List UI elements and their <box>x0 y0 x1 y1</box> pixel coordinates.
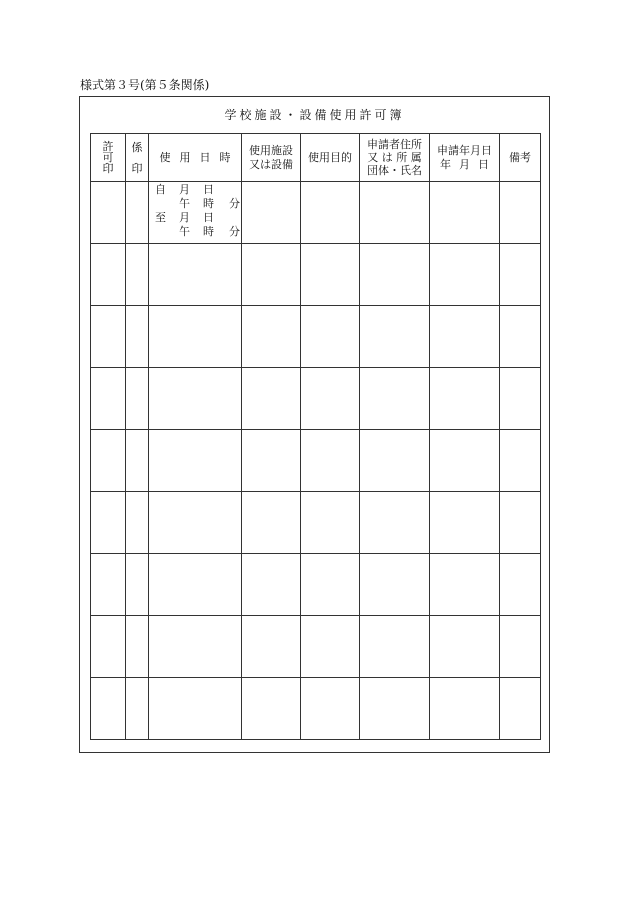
cell-usage-datetime <box>149 616 242 678</box>
cell-remarks <box>500 554 541 616</box>
cell-permit-stamp <box>91 430 126 492</box>
cell-applicant <box>360 182 430 244</box>
cell-remarks <box>500 492 541 554</box>
cell-applicant <box>360 492 430 554</box>
cell-clerk-stamp <box>126 182 149 244</box>
cell-facility <box>242 492 301 554</box>
header-clerk-stamp <box>126 134 149 182</box>
cell-purpose <box>301 306 360 368</box>
to-day: 日 <box>203 211 214 224</box>
cell-usage-datetime <box>149 368 242 430</box>
to-label: 至 <box>155 211 166 224</box>
cell-permit-stamp <box>91 182 126 244</box>
cell-usage-datetime <box>149 554 242 616</box>
cell-purpose <box>301 244 360 306</box>
cell-application-date <box>430 554 500 616</box>
header-permit-char-1: 許 <box>102 140 114 153</box>
cell-clerk-stamp <box>126 368 149 430</box>
cell-application-date <box>430 182 500 244</box>
cell-usage-datetime <box>149 306 242 368</box>
cell-permit-stamp <box>91 306 126 368</box>
cell-permit-stamp <box>91 244 126 306</box>
cell-remarks <box>500 678 541 740</box>
cell-facility <box>242 244 301 306</box>
cell-purpose <box>301 678 360 740</box>
cell-application-date <box>430 678 500 740</box>
table-row <box>91 678 541 740</box>
cell-purpose <box>301 554 360 616</box>
header-purpose: 使用目的 <box>301 134 360 182</box>
header-clerk-char-1: 係 <box>131 140 143 154</box>
header-row <box>91 134 541 182</box>
cell-purpose <box>301 368 360 430</box>
table-row <box>91 492 541 554</box>
cell-permit-stamp <box>91 368 126 430</box>
cell-usage-datetime <box>149 182 242 244</box>
table-row <box>91 430 541 492</box>
cell-facility <box>242 430 301 492</box>
header-facility-line-1: 使用施設 <box>249 143 293 157</box>
cell-purpose <box>301 616 360 678</box>
table-row <box>91 368 541 430</box>
cell-clerk-stamp <box>126 492 149 554</box>
table-row <box>91 306 541 368</box>
header-clerk-char-2: 印 <box>131 161 143 175</box>
header-permit-char-2: 可 <box>102 151 114 164</box>
cell-facility <box>242 306 301 368</box>
header-applicant <box>360 134 430 182</box>
cell-purpose <box>301 492 360 554</box>
header-application-date-top: 申請年月日 <box>437 143 492 157</box>
cell-remarks <box>500 182 541 244</box>
to-hour: 時 <box>203 225 214 238</box>
header-applicant-line-2: 又 は 所 属 <box>367 151 422 164</box>
cell-clerk-stamp <box>126 306 149 368</box>
header-facility <box>242 134 301 182</box>
cell-usage-datetime <box>149 244 242 306</box>
permit-register-table <box>90 133 541 740</box>
cell-application-date <box>430 368 500 430</box>
cell-remarks <box>500 306 541 368</box>
cell-remarks <box>500 368 541 430</box>
header-applicant-line-1: 申請者住所 <box>367 138 422 151</box>
cell-usage-datetime <box>149 492 242 554</box>
cell-purpose <box>301 182 360 244</box>
cell-application-date <box>430 616 500 678</box>
header-facility-line-2: 又は設備 <box>249 157 293 171</box>
cell-applicant <box>360 368 430 430</box>
cell-usage-datetime <box>149 430 242 492</box>
cell-remarks <box>500 430 541 492</box>
header-datetime-char-1: 使 <box>159 151 171 164</box>
from-minute: 分 <box>229 197 240 210</box>
cell-applicant <box>360 554 430 616</box>
cell-application-date <box>430 430 500 492</box>
from-day: 日 <box>203 183 214 196</box>
cell-application-date <box>430 492 500 554</box>
cell-usage-datetime <box>149 678 242 740</box>
cell-facility <box>242 616 301 678</box>
form-number-label: 様式第３号(第５条関係) <box>80 78 210 92</box>
table-row <box>91 616 541 678</box>
from-ampm: 午 <box>179 197 190 210</box>
cell-remarks <box>500 616 541 678</box>
cell-permit-stamp <box>91 554 126 616</box>
cell-permit-stamp <box>91 678 126 740</box>
cell-clerk-stamp <box>126 678 149 740</box>
cell-applicant <box>360 306 430 368</box>
register-title: 学校施設・設備使用許可簿 <box>224 108 405 122</box>
cell-remarks <box>500 244 541 306</box>
to-minute: 分 <box>229 225 240 238</box>
header-usage-datetime <box>149 134 242 182</box>
header-application-day: 日 <box>478 157 489 171</box>
header-applicant-line-3: 団体・氏名 <box>367 164 422 177</box>
cell-applicant <box>360 616 430 678</box>
cell-facility <box>242 368 301 430</box>
cell-application-date <box>430 306 500 368</box>
header-datetime-char-3: 日 <box>199 151 211 164</box>
from-hour: 時 <box>203 197 214 210</box>
cell-applicant <box>360 430 430 492</box>
cell-clerk-stamp <box>126 430 149 492</box>
cell-clerk-stamp <box>126 244 149 306</box>
header-application-date <box>430 134 500 182</box>
cell-permit-stamp <box>91 492 126 554</box>
to-ampm: 午 <box>179 225 190 238</box>
cell-clerk-stamp <box>126 616 149 678</box>
cell-clerk-stamp <box>126 554 149 616</box>
cell-purpose <box>301 430 360 492</box>
cell-applicant <box>360 244 430 306</box>
cell-permit-stamp <box>91 616 126 678</box>
header-permit-char-3: 印 <box>102 162 114 175</box>
table-row <box>91 182 541 244</box>
cell-applicant <box>360 678 430 740</box>
from-label: 自 <box>155 183 166 196</box>
table-row <box>91 244 541 306</box>
table-row <box>91 554 541 616</box>
header-permit-stamp <box>91 134 126 182</box>
header-application-month: 月 <box>459 157 470 171</box>
header-application-year: 年 <box>440 157 451 171</box>
to-month: 月 <box>179 211 190 224</box>
header-datetime-char-4: 時 <box>219 151 231 164</box>
cell-facility <box>242 554 301 616</box>
cell-application-date <box>430 244 500 306</box>
header-remarks: 備考 <box>500 134 541 182</box>
cell-facility <box>242 678 301 740</box>
header-datetime-char-2: 用 <box>179 151 191 164</box>
from-month: 月 <box>179 183 190 196</box>
cell-facility <box>242 182 301 244</box>
